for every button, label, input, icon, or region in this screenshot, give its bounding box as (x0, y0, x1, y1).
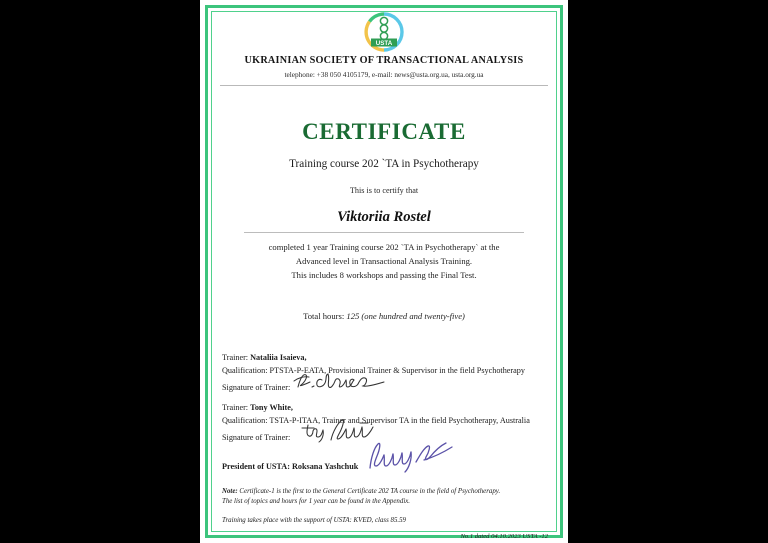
footer-note-line-1 (222, 487, 550, 497)
recipient-underline (244, 232, 524, 233)
trainer-2-role-label: Trainer: (222, 403, 249, 413)
trainer-1-name-line (222, 352, 550, 365)
president-label: President of USTA: Roksana Yashchuk (222, 462, 359, 472)
certificate-content (218, 10, 550, 541)
footer-note-text: Certificate-1 is the first to the General Certificate 202 TA course in the field of Psychotherapy. (237, 488, 501, 496)
certificate-header (218, 10, 550, 86)
body-line-1: completed 1 year Training course 202 `TA in Psychotherapy` at the (268, 242, 500, 252)
roksana-yashchuk-signature (364, 440, 474, 479)
trainer-2-qualification-label: Qualification: (222, 415, 268, 425)
total-hours (218, 311, 550, 321)
header-divider (220, 85, 548, 86)
trainer-2-signature-row (222, 427, 550, 443)
logo-container (218, 10, 550, 54)
total-hours-value: 125 (one hundred and twenty-five) (346, 311, 465, 321)
trainer-block-2 (222, 402, 550, 443)
trainer-1-signature-row (222, 377, 550, 393)
trainer-2-qualification-line (222, 415, 550, 428)
certificate-body (218, 240, 550, 282)
footer-reference-number: No.1 dated 04.10.2023 USTA -12 (460, 533, 548, 541)
trainer-2-name: Tony White, (250, 403, 293, 413)
trainer-1-qualification-label: Qualification: (222, 365, 268, 375)
footer-support-line: Training takes place with the support of USTA: KVED, class 85.59 (222, 517, 407, 525)
usta-logo-icon (361, 10, 407, 54)
course-subtitle: Training course 202 `TA in Psychotherapy (289, 158, 479, 170)
president-row (218, 456, 550, 472)
body-line-2: Advanced level in Transactional Analysis Training. (295, 256, 473, 266)
trainer-1-qualification-line (222, 365, 550, 378)
certify-statement: This is to certify that (349, 186, 419, 195)
trainer-2-name-line (222, 402, 550, 415)
trainer-block-1 (222, 352, 550, 393)
certificate-title: CERTIFICATE (302, 119, 466, 144)
signature-section (218, 352, 550, 443)
trainer-1-qualification: PTSTA-P-EATA, Provisional Trainer & Supervisor in the field Psychotherapy (269, 365, 525, 375)
trainer-1-role-label: Trainer: (222, 353, 249, 362)
trainer-1-name: Nataliia Isaieva, (250, 353, 307, 362)
trainer-1-signature-label: Signature of Trainer: (222, 383, 291, 393)
certificate-sheet (200, 0, 568, 543)
svg-text:USTA: USTA (375, 39, 393, 47)
trainer-2-qualification: TSTA-P-ITAA, Trainer and Supervisor TA in the field Psychotherapy, Australia (269, 415, 530, 425)
trainer-2-signature-label: Signature of Trainer: (222, 433, 291, 443)
certificate-footer (218, 487, 550, 540)
organization-name: UKRAINIAN SOCIETY OF TRANSACTIONAL ANALYSIS (244, 55, 524, 66)
body-line-3: This includes 8 workshops and passing the Final Test. (291, 270, 477, 280)
footer-note-line-2: The list of topics and hours for 1 year can be found in the Appendix. (222, 498, 411, 506)
footer-note-prefix: Note: (222, 488, 238, 496)
total-hours-label: Total hours: (303, 311, 345, 321)
organization-contact: telephone: +38 050 4105179, e-mail: news@usta.org.ua, usta.org.ua (284, 70, 484, 79)
recipient-name: Viktoriia Rostel (337, 209, 431, 225)
